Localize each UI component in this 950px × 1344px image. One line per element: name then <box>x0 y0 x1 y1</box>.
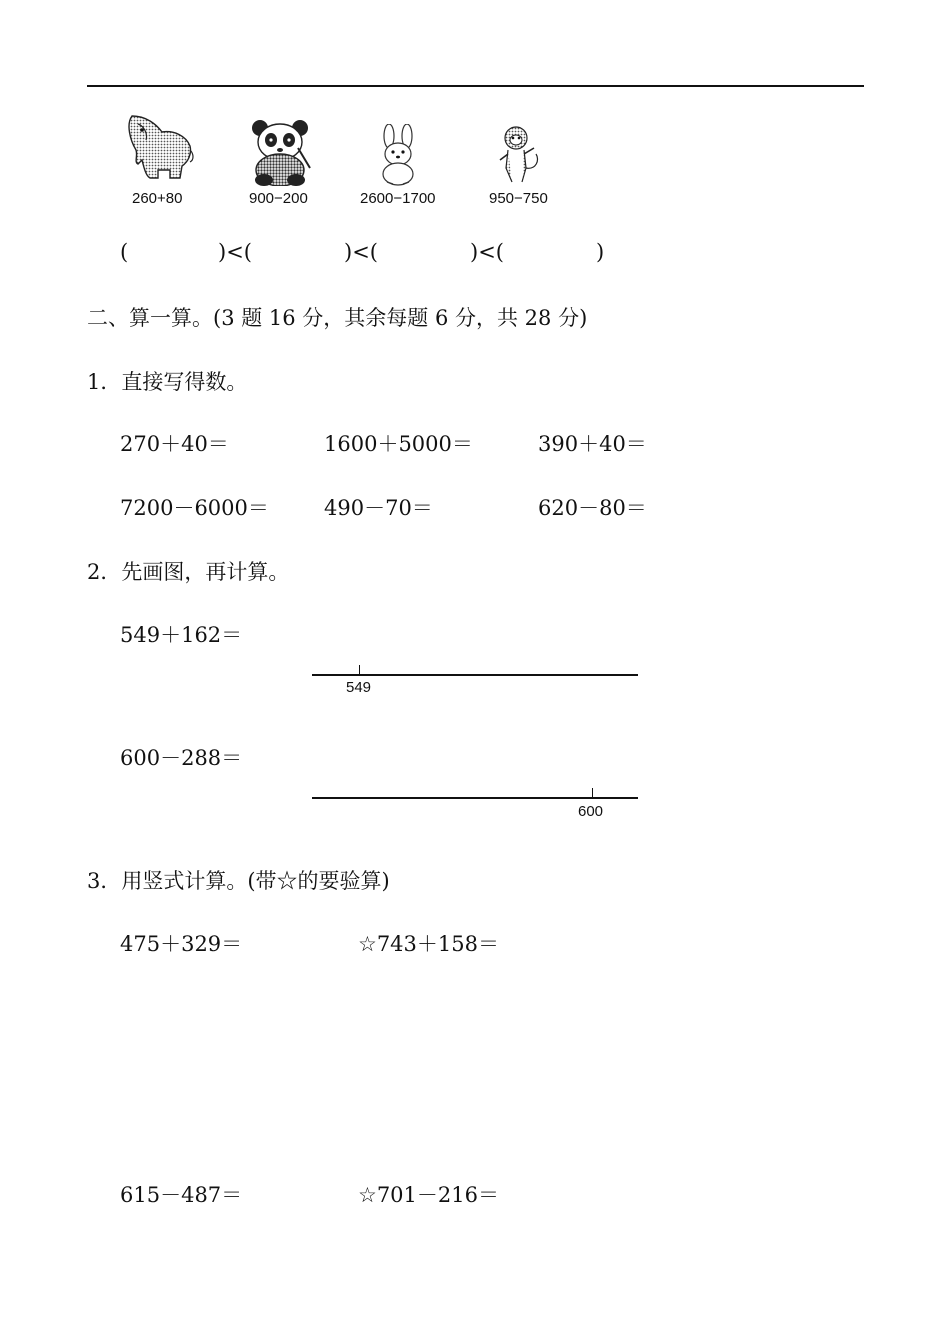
q2-expression-1: 549＋162＝ <box>120 623 243 647</box>
panda-image <box>248 118 314 186</box>
q3-expression: 615－487＝ <box>120 1183 243 1207</box>
ordering-separator-1: )<( <box>218 240 252 264</box>
monkey-expression: 950−750 <box>489 190 548 207</box>
q1-expression: 390＋40＝ <box>538 432 647 456</box>
q2-expression-2: 600－288＝ <box>120 746 243 770</box>
elephant-image <box>124 110 196 185</box>
section-2-title: 二、算一算。(3 题 16 分，其余每题 6 分，共 28 分) <box>87 306 588 330</box>
q3-expression: ☆701－216＝ <box>358 1183 499 1207</box>
q1-expression: 7200－6000＝ <box>120 496 269 520</box>
number-line-1 <box>312 674 638 676</box>
question-1-title: 1．直接写得数。 <box>87 370 248 394</box>
ordering-close-paren: ) <box>596 240 605 264</box>
monkey-image <box>496 124 546 186</box>
rabbit-image <box>373 124 423 186</box>
question-2-title: 2．先画图，再计算。 <box>87 560 290 584</box>
q1-expression: 1600＋5000＝ <box>324 432 473 456</box>
number-line-1-label: 549 <box>346 679 372 696</box>
question-3-title: 3．用竖式计算。(带☆的要验算) <box>87 869 390 893</box>
q1-expression: 270＋40＝ <box>120 432 229 456</box>
number-line-1-tick <box>359 665 360 675</box>
panda-expression: 900−200 <box>249 190 308 207</box>
top-rule <box>87 85 864 87</box>
number-line-2 <box>312 797 638 799</box>
elephant-expression: 260+80 <box>132 190 183 207</box>
ordering-open-paren: ( <box>120 240 129 264</box>
number-line-2-tick <box>592 788 593 798</box>
q1-expression: 490－70＝ <box>324 496 433 520</box>
ordering-separator-3: )<( <box>470 240 504 264</box>
q3-expression: ☆743＋158＝ <box>358 932 499 956</box>
q3-expression: 475＋329＝ <box>120 932 243 956</box>
rabbit-expression: 2600−1700 <box>360 190 436 207</box>
ordering-separator-2: )<( <box>344 240 378 264</box>
q1-expression: 620－80＝ <box>538 496 647 520</box>
number-line-2-label: 600 <box>578 803 604 820</box>
